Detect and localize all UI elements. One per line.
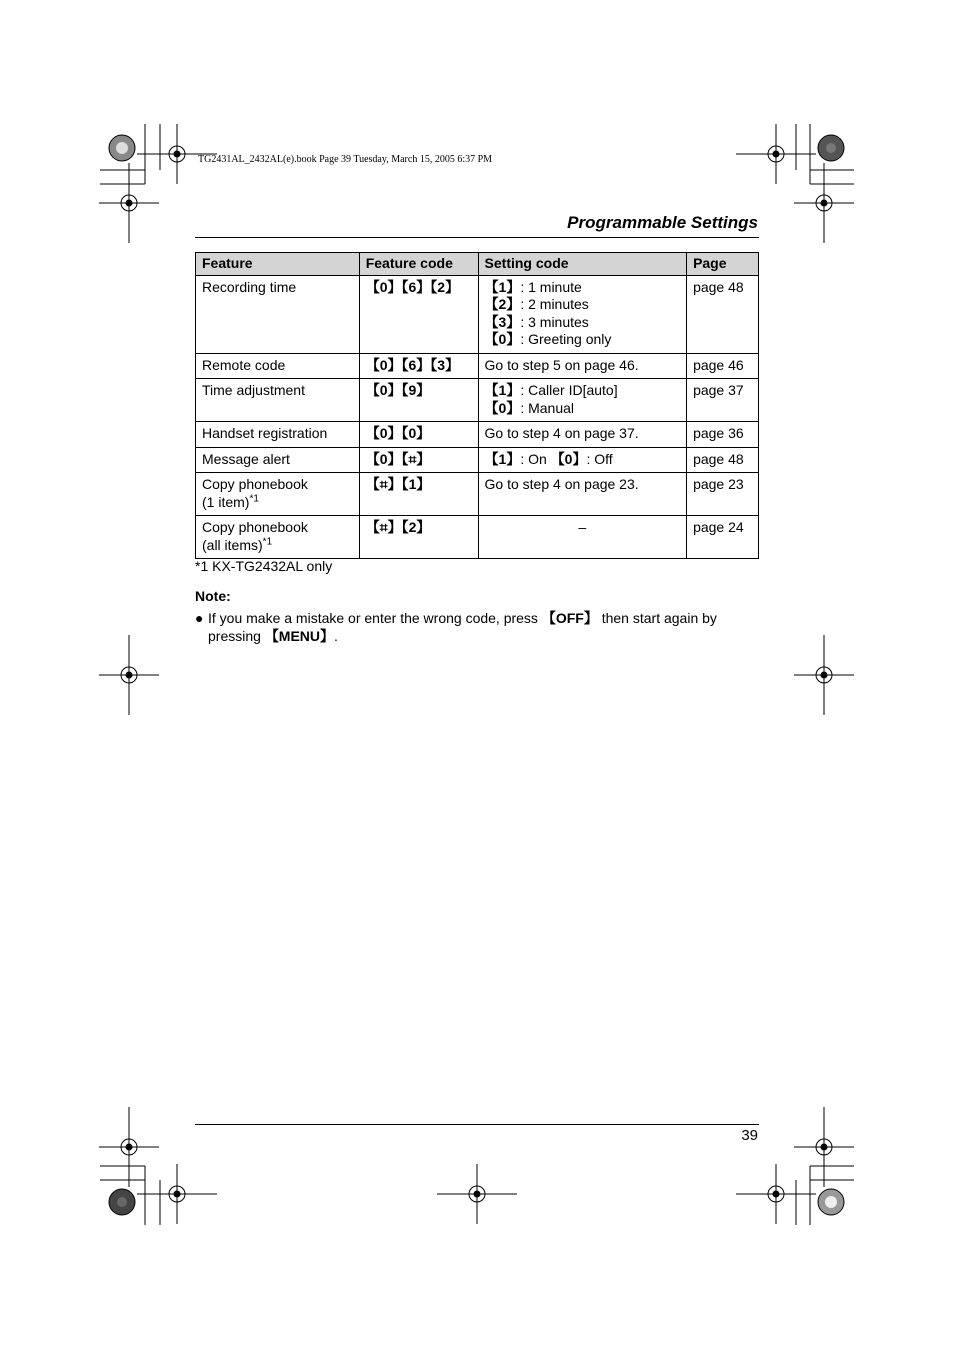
table-row (196, 422, 759, 448)
feature-code-cell: 【0】【9】 (359, 379, 478, 422)
setting-key: 【3】 (484, 313, 521, 330)
table-row (196, 473, 759, 516)
table-row (196, 353, 759, 379)
note-text-part: . (334, 628, 338, 644)
feature-code-cell: 【0】【6】【3】 (359, 353, 478, 379)
feature-cell (196, 473, 360, 516)
footer-rule (195, 1124, 759, 1125)
header-rule (195, 237, 759, 238)
setting-code-cell (478, 275, 687, 353)
feature-cell (196, 516, 360, 559)
setting-code-cell: – (478, 516, 687, 559)
programmable-settings-table (195, 252, 759, 559)
note-heading: Note: (195, 588, 231, 604)
setting-desc: : 2 minutes (520, 296, 589, 312)
note-text-part: If you make a mistake or enter the wrong code, press (208, 610, 542, 626)
feature-line: Copy phonebook (202, 476, 308, 492)
setting-desc: : Caller ID[auto] (520, 382, 618, 398)
page-ref-cell: page 48 (687, 275, 759, 353)
setting-key: 【1】 (484, 382, 521, 398)
setting-key: 【0】 (484, 331, 521, 347)
table-header-row (196, 253, 759, 276)
menu-key-label: 【MENU】 (264, 628, 335, 644)
setting-key: 【1】 (484, 278, 521, 295)
page-ref-cell: page 23 (687, 473, 759, 516)
table-footnote: *1 KX-TG2432AL only (195, 558, 333, 574)
feature-code-cell: 【⌗】【1】 (359, 473, 478, 516)
column-header-feature: Feature (196, 253, 360, 276)
setting-desc: : Off (586, 450, 613, 467)
page-ref-cell: page 36 (687, 422, 759, 448)
setting-code-cell: Go to step 5 on page 46. (478, 353, 687, 379)
setting-desc: : 3 minutes (520, 313, 589, 330)
table-row (196, 275, 759, 353)
column-header-page: Page (687, 253, 759, 276)
feature-cell: Time adjustment (196, 379, 360, 422)
footnote-ref: *1 (262, 535, 273, 547)
setting-code-cell (478, 379, 687, 422)
feature-line: Copy phonebook (202, 519, 308, 535)
setting-code-cell (478, 447, 687, 473)
column-header-feature-code: Feature code (359, 253, 478, 276)
off-key-label: 【OFF】 (541, 610, 598, 626)
feature-line: (all items) (202, 536, 263, 553)
setting-desc: : On (520, 450, 551, 467)
setting-key: 【0】 (550, 450, 587, 467)
note-text-part: then start again by pressing (208, 610, 717, 644)
footnote-ref: *1 (249, 492, 259, 504)
page-ref-cell: page 37 (687, 379, 759, 422)
feature-code-cell: 【0】【0】 (359, 422, 478, 448)
page-ref-cell: page 24 (687, 516, 759, 559)
bullet-icon: ● (195, 610, 204, 626)
feature-code-cell: 【0】【6】【2】 (359, 275, 478, 353)
setting-desc: : 1 minute (520, 278, 582, 295)
book-file-info: TG2431AL_2432AL(e).book Page 39 Tuesday, March 15, 2005 6:37 PM (198, 154, 493, 165)
table-row (196, 516, 759, 559)
feature-code-cell: 【⌗】【2】 (359, 516, 478, 559)
note-text (195, 609, 755, 645)
setting-code-cell: Go to step 4 on page 37. (478, 422, 687, 448)
setting-key: 【2】 (484, 296, 521, 312)
column-header-setting-code: Setting code (478, 253, 687, 276)
page-ref-cell: page 48 (687, 447, 759, 473)
setting-desc: : Greeting only (520, 331, 612, 347)
feature-cell: Message alert (196, 447, 360, 473)
note-list-item (195, 609, 755, 645)
page-ref-cell: page 46 (687, 353, 759, 379)
feature-code-cell: 【0】【⌗】 (359, 447, 478, 473)
table-row (196, 447, 759, 473)
page-number: 39 (741, 1127, 758, 1144)
section-title: Programmable Settings (567, 213, 758, 232)
feature-cell: Handset registration (196, 422, 360, 448)
feature-cell: Recording time (196, 275, 360, 353)
setting-desc: : Manual (520, 399, 575, 416)
setting-key: 【1】 (484, 450, 521, 467)
feature-line: (1 item) (202, 493, 250, 510)
feature-cell: Remote code (196, 353, 360, 379)
table-row (196, 379, 759, 422)
setting-key: 【0】 (484, 399, 521, 416)
setting-code-cell: Go to step 4 on page 23. (478, 473, 687, 516)
